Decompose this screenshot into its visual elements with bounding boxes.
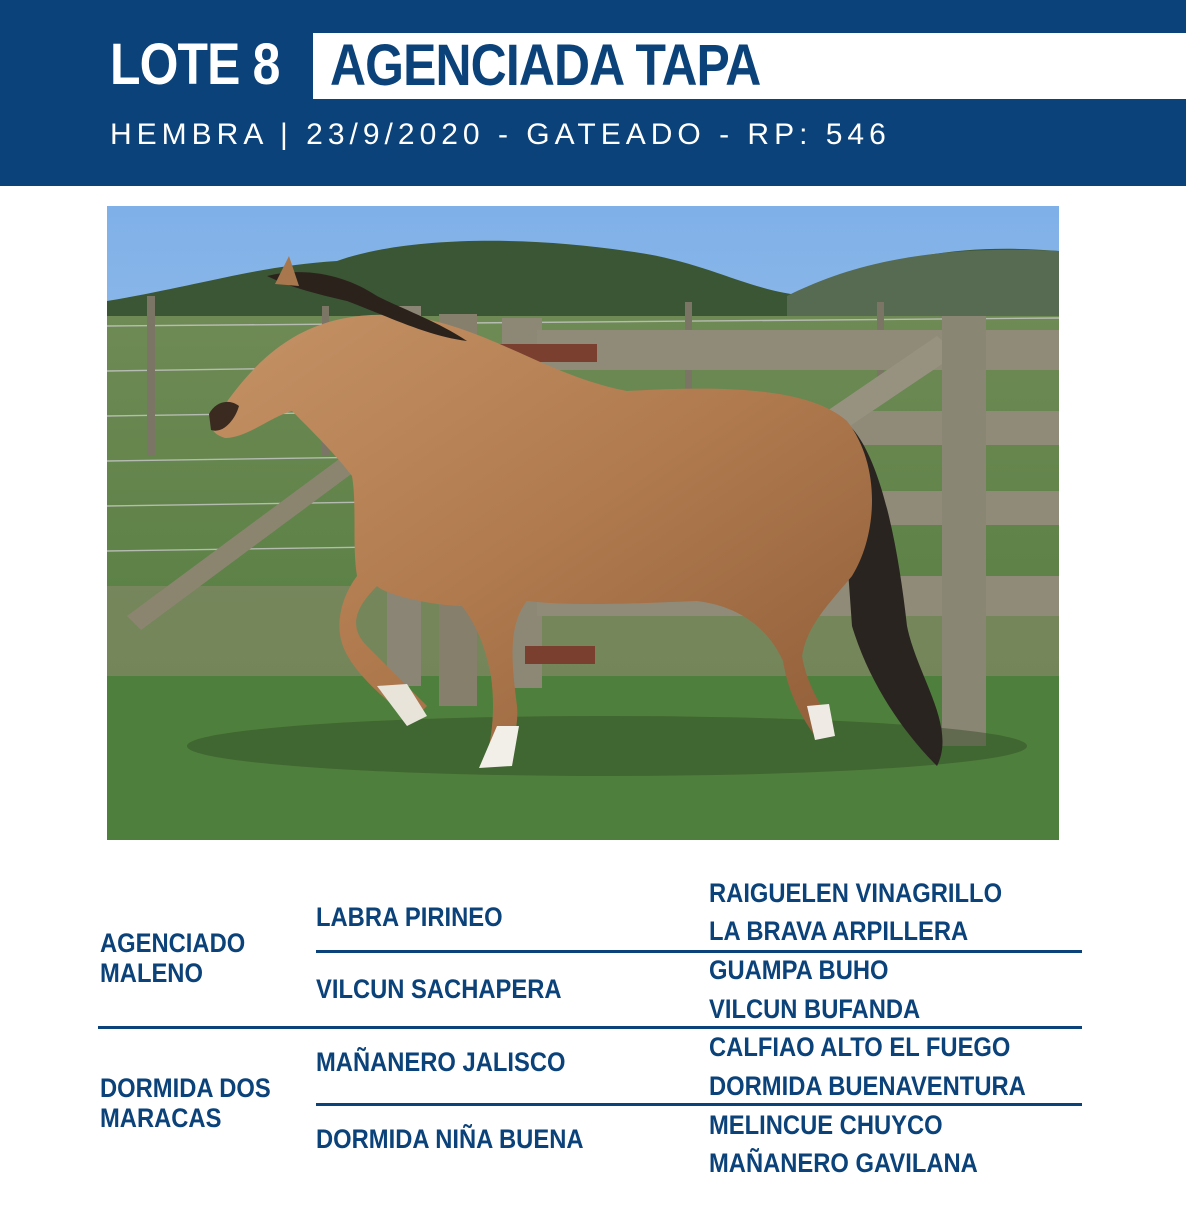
maternal-granddam: DORMIDA NIÑA BUENA [316,1124,584,1154]
lot-number: LOTE 8 [110,32,280,97]
dam-name: DORMIDA DOS MARACAS [100,1073,271,1133]
divider-paternal [316,950,1082,953]
maternal-grandsire: MAÑANERO JALISCO [316,1047,566,1077]
great-grandparent: LA BRAVA ARPILLERA [709,916,969,946]
great-grandparent: RAIGUELEN VINAGRILLO [709,878,1003,908]
horse-photo [107,206,1059,840]
divider-main [98,1026,1082,1029]
horse-details: HEMBRA | 23/9/2020 - GATEADO - RP: 546 [110,118,891,151]
divider-maternal [316,1103,1082,1106]
great-grandparent: GUAMPA BUHO [709,955,889,985]
great-grandparent: CALFIAO ALTO EL FUEGO [709,1032,1011,1062]
horse-name: AGENCIADA TAPA [330,33,761,98]
paternal-granddam: VILCUN SACHAPERA [316,974,562,1004]
great-grandparent: MELINCUE CHUYCO [709,1110,943,1140]
great-grandparent: DORMIDA BUENAVENTURA [709,1071,1026,1101]
paternal-grandsire: LABRA PIRINEO [316,902,503,932]
great-grandparent: MAÑANERO GAVILANA [709,1148,978,1178]
sire-name: AGENCIADO MALENO [100,928,246,988]
great-grandparent: VILCUN BUFANDA [709,994,921,1024]
